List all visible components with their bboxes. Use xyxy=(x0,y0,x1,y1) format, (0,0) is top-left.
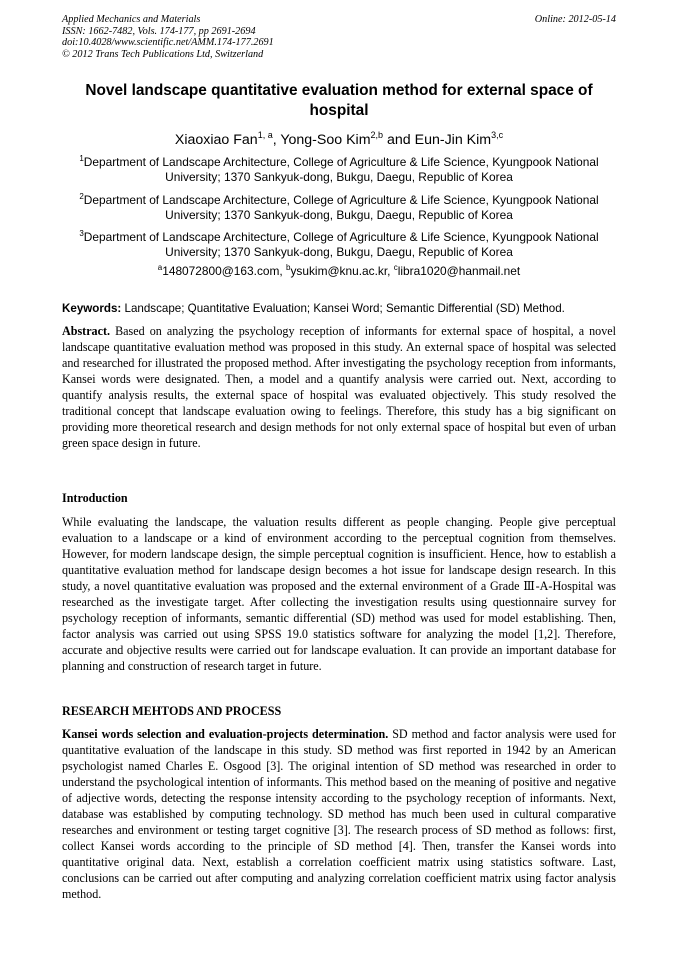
author-superscript: 2,b xyxy=(370,130,384,140)
abstract xyxy=(62,323,616,451)
email-superscript: a xyxy=(157,263,163,272)
author-name: Yong-Soo Kim xyxy=(280,132,371,148)
affiliation-text: Department of Landscape Architecture, College of Agriculture & Life Science, Kyungpook National University; 1370 Sankyuk-dong, Bukgu, Daegu, Republic of Korea xyxy=(83,193,599,222)
affiliation-text: Department of Landscape Architecture, College of Agriculture & Life Science, Kyungpook National University; 1370 Sankyuk-dong, Bukgu, Daegu, Republic of Korea xyxy=(83,155,599,184)
email-address: 148072800@163.com, xyxy=(162,264,287,278)
email-superscript: c xyxy=(393,263,398,272)
author-superscript: 1, a xyxy=(257,130,273,140)
research-paragraph xyxy=(62,726,616,902)
author-list xyxy=(62,131,616,149)
online-date: Online: 2012-05-14 xyxy=(534,14,616,25)
affiliation-number: 2 xyxy=(79,192,84,201)
keywords-text: Landscape; Quantitative Evaluation; Kansei Word; Semantic Differential (SD) Method. xyxy=(121,302,565,315)
doi-line: doi:10.4028/www.scientific.net/AMM.174-177.2691 xyxy=(62,37,274,48)
affiliation xyxy=(62,193,616,223)
section-heading-research: RESEARCH MEHTODS AND PROCESS xyxy=(62,704,282,718)
author-separator: , xyxy=(272,132,281,148)
affiliation-number: 3 xyxy=(79,229,84,238)
section-heading-introduction: Introduction xyxy=(62,491,128,505)
affiliation-text: Department of Landscape Architecture, College of Agriculture & Life Science, Kyungpook National University; 1370 Sankyuk-dong, Bukgu, Daegu, Republic of Korea xyxy=(83,230,599,259)
introduction-paragraph: While evaluating the landscape, the valuation results different as people changing. People give perceptual evaluation to a landscape or a kind of environment according to the perceptual cognition from themselves. However, for modern landscape design, the simple perceptual cognition is insufficient. Hence, how to establish a quantitative evaluation method for landscape design becomes a hot issue for landscape design research. In this study, a novel quantitative evaluation was proposed and the external environment of a Grade Ⅲ-A-Hospital was researched as the investigate target. After collecting the investigation results using questionnaire survey for psychology reception of informants, semantic differential (SD) method was used for model establishing. Then, factor analysis was carried out using SPSS 19.0 statistics software for analyzing the model [1,2]. Therefore, accurate and objective results were carried out for landscape evaluation. It can provide an important database for planning and construction of research target in future. xyxy=(62,515,616,673)
paper-title: Novel landscape quantitative evaluation method for external space of hospital xyxy=(85,82,593,119)
affiliation xyxy=(62,230,616,260)
keywords-label: Keywords: xyxy=(62,302,122,315)
affiliation-number: 1 xyxy=(79,154,84,163)
author-name: Eun-Jin Kim xyxy=(414,132,492,148)
email-address: libra1020@hanmail.net xyxy=(397,264,521,278)
journal-name: Applied Mechanics and Materials xyxy=(62,14,201,25)
email-address: ysukim@knu.ac.kr, xyxy=(290,264,394,278)
subsection-label: Kansei words selection and evaluation-projects determination. xyxy=(62,727,389,741)
issn-line: ISSN: 1662-7482, Vols. 174-177, pp 2691-2694 xyxy=(62,25,256,37)
research-text: SD method and factor analysis were used for quantitative evaluation of the landscape in this study. SD method was first reported in 1942 by an American psychologist named Charles E. Osgood [3]. The original intention of SD method was researched in order to understand the psychological intention of informants. This method based on the meaning of positive and negative of adjective words, detecting the response intensity according to the psychology reception of informants. Next, database was established by computing technology. SD method has much been used in cultural comparative researches and environment or testing target cognitive [3]. The research process of SD method as follows: first, collect Kansei words according to the principle of SD method [4]. Then, transfer the Kansei words into quantitative original data. Next, establish a correlation coefficient matrix using statistics software. Last, conclusions can be carried out after computing and analyzing correlation coefficient matrix using factor analysis method. xyxy=(62,727,617,901)
author-separator: and xyxy=(383,132,415,148)
copyright-line: © 2012 Trans Tech Publications Ltd, Switzerland xyxy=(62,48,264,60)
journal-header xyxy=(62,14,616,60)
email-list xyxy=(62,264,616,279)
affiliation xyxy=(62,155,616,185)
author-name: Xiaoxiao Fan xyxy=(174,132,258,148)
keywords xyxy=(62,301,622,316)
abstract-text: Based on analyzing the psychology reception of informants for external space of hospital, a novel landscape quantitative evaluation method was proposed in this study. An external space of hospital was selected and researched for illustrated the proposed method. After investigating the psychology reception from informants, Kansei words were designated. Then, a model and a quantify analysis were carried out. Next, according to quantify analysis results, the external space of hospital was evaluated objectively. This study resolved the traditional concept that landscape evaluation owing to feelings. Therefore, this study has a big significant on providing more theoretical research and design methods for not only external space of hospital but even of urban green space design in future. xyxy=(62,324,616,450)
email-superscript: b xyxy=(286,263,291,272)
author-superscript: 3,c xyxy=(491,130,504,140)
abstract-label: Abstract. xyxy=(62,324,111,338)
